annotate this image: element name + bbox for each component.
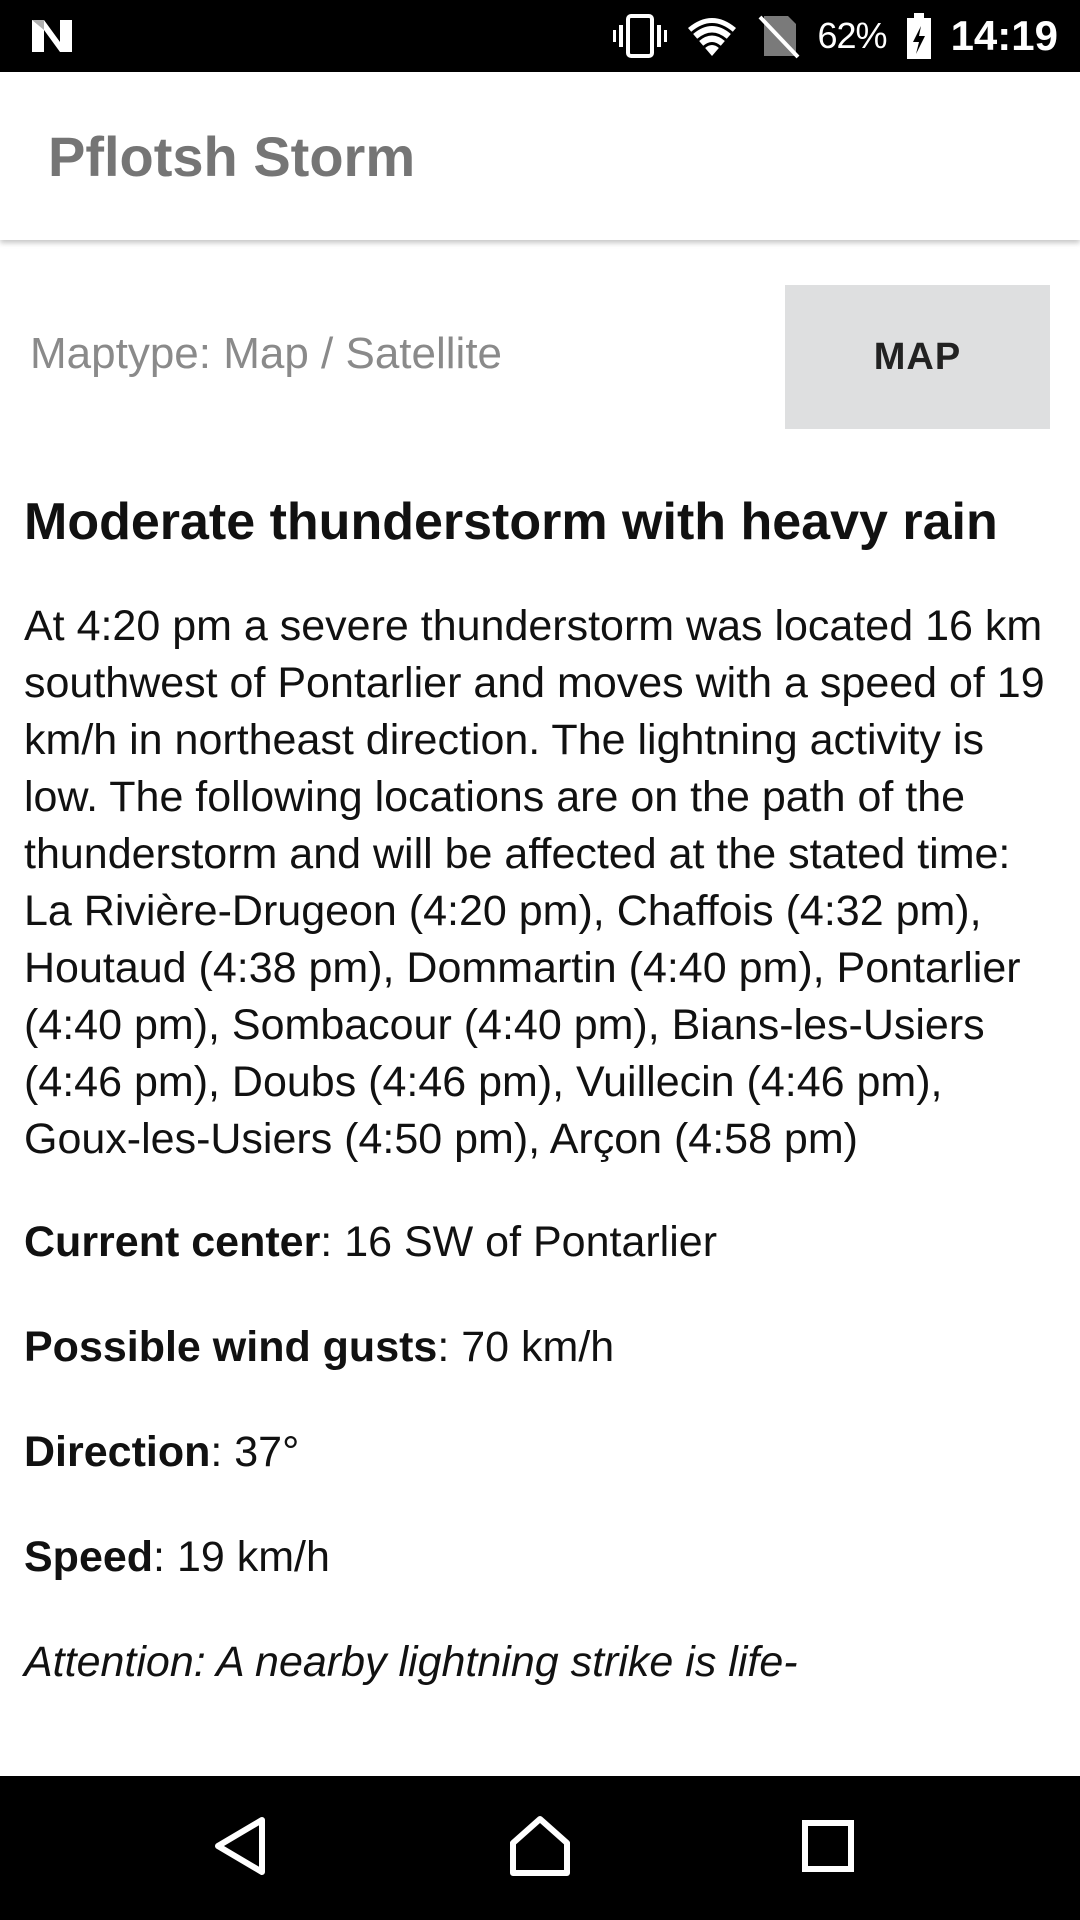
attention-note: Attention: A nearby lightning strike is life- — [24, 1638, 798, 1686]
no-sim-icon — [756, 13, 800, 59]
storm-heading: Moderate thunderstorm with heavy rain — [24, 493, 998, 551]
battery-charging-icon — [905, 12, 933, 60]
fact-label: Current center — [24, 1218, 321, 1266]
fact-label: Speed — [24, 1533, 154, 1581]
app-bar — [0, 72, 1080, 240]
fact-value: : 37° — [210, 1428, 300, 1476]
clock: 14:19 — [950, 12, 1058, 59]
fact-value: : 70 km/h — [437, 1323, 615, 1371]
back-button[interactable] — [190, 1802, 290, 1894]
app-title: Pflotsh Storm — [48, 125, 416, 188]
vibrate-icon — [612, 13, 668, 59]
fact-speed — [24, 1529, 1060, 1586]
maptype-row — [0, 285, 1080, 429]
content-scroll[interactable] — [0, 240, 1080, 1776]
storm-details — [24, 490, 1060, 1691]
home-button[interactable] — [490, 1802, 590, 1894]
fact-current-center — [24, 1214, 1060, 1271]
map-button[interactable]: MAP — [785, 285, 1050, 429]
battery-percent: 62% — [817, 15, 887, 56]
fact-value: : 16 SW of Pontarlier — [320, 1218, 718, 1266]
recents-button[interactable] — [778, 1802, 878, 1894]
status-bar — [0, 0, 1080, 72]
n-logo-icon — [30, 16, 74, 56]
maptype-label: Maptype: Map / Satellite — [30, 329, 503, 378]
wifi-icon — [686, 14, 738, 58]
navigation-bar — [0, 1776, 1080, 1920]
fact-value: : 19 km/h — [153, 1533, 330, 1581]
fact-wind-gusts — [24, 1319, 1060, 1376]
fact-label: Direction — [24, 1428, 211, 1476]
back-triangle-icon — [210, 1814, 270, 1883]
recents-square-icon — [801, 1819, 855, 1878]
fact-label: Possible wind gusts — [24, 1323, 438, 1371]
storm-description: At 4:20 pm a severe thunderstorm was located 16 km southwest of Pontarlier and moves with a speed of 19 km/h in northeast direction. The lightning activity is low. The following locations are on the path of the thunderstorm and will be affected at the stated time: La Rivière-Drugeon (4:20 pm), Chaffois (4:32 pm), Houtaud (4:38 pm), Dommartin (4:40 pm), Pontarlier (4:40 pm), Sombacour (4:40 pm), Bians-les-Usiers (4:46 pm), Doubs (4:46 pm), Vuillecin (4:46 pm), Goux-les-Usiers (4:50 pm), Arçon (4:58 pm) — [24, 602, 1045, 1163]
home-icon — [507, 1813, 573, 1884]
fact-direction — [24, 1424, 1060, 1481]
status-icons — [612, 0, 1058, 72]
